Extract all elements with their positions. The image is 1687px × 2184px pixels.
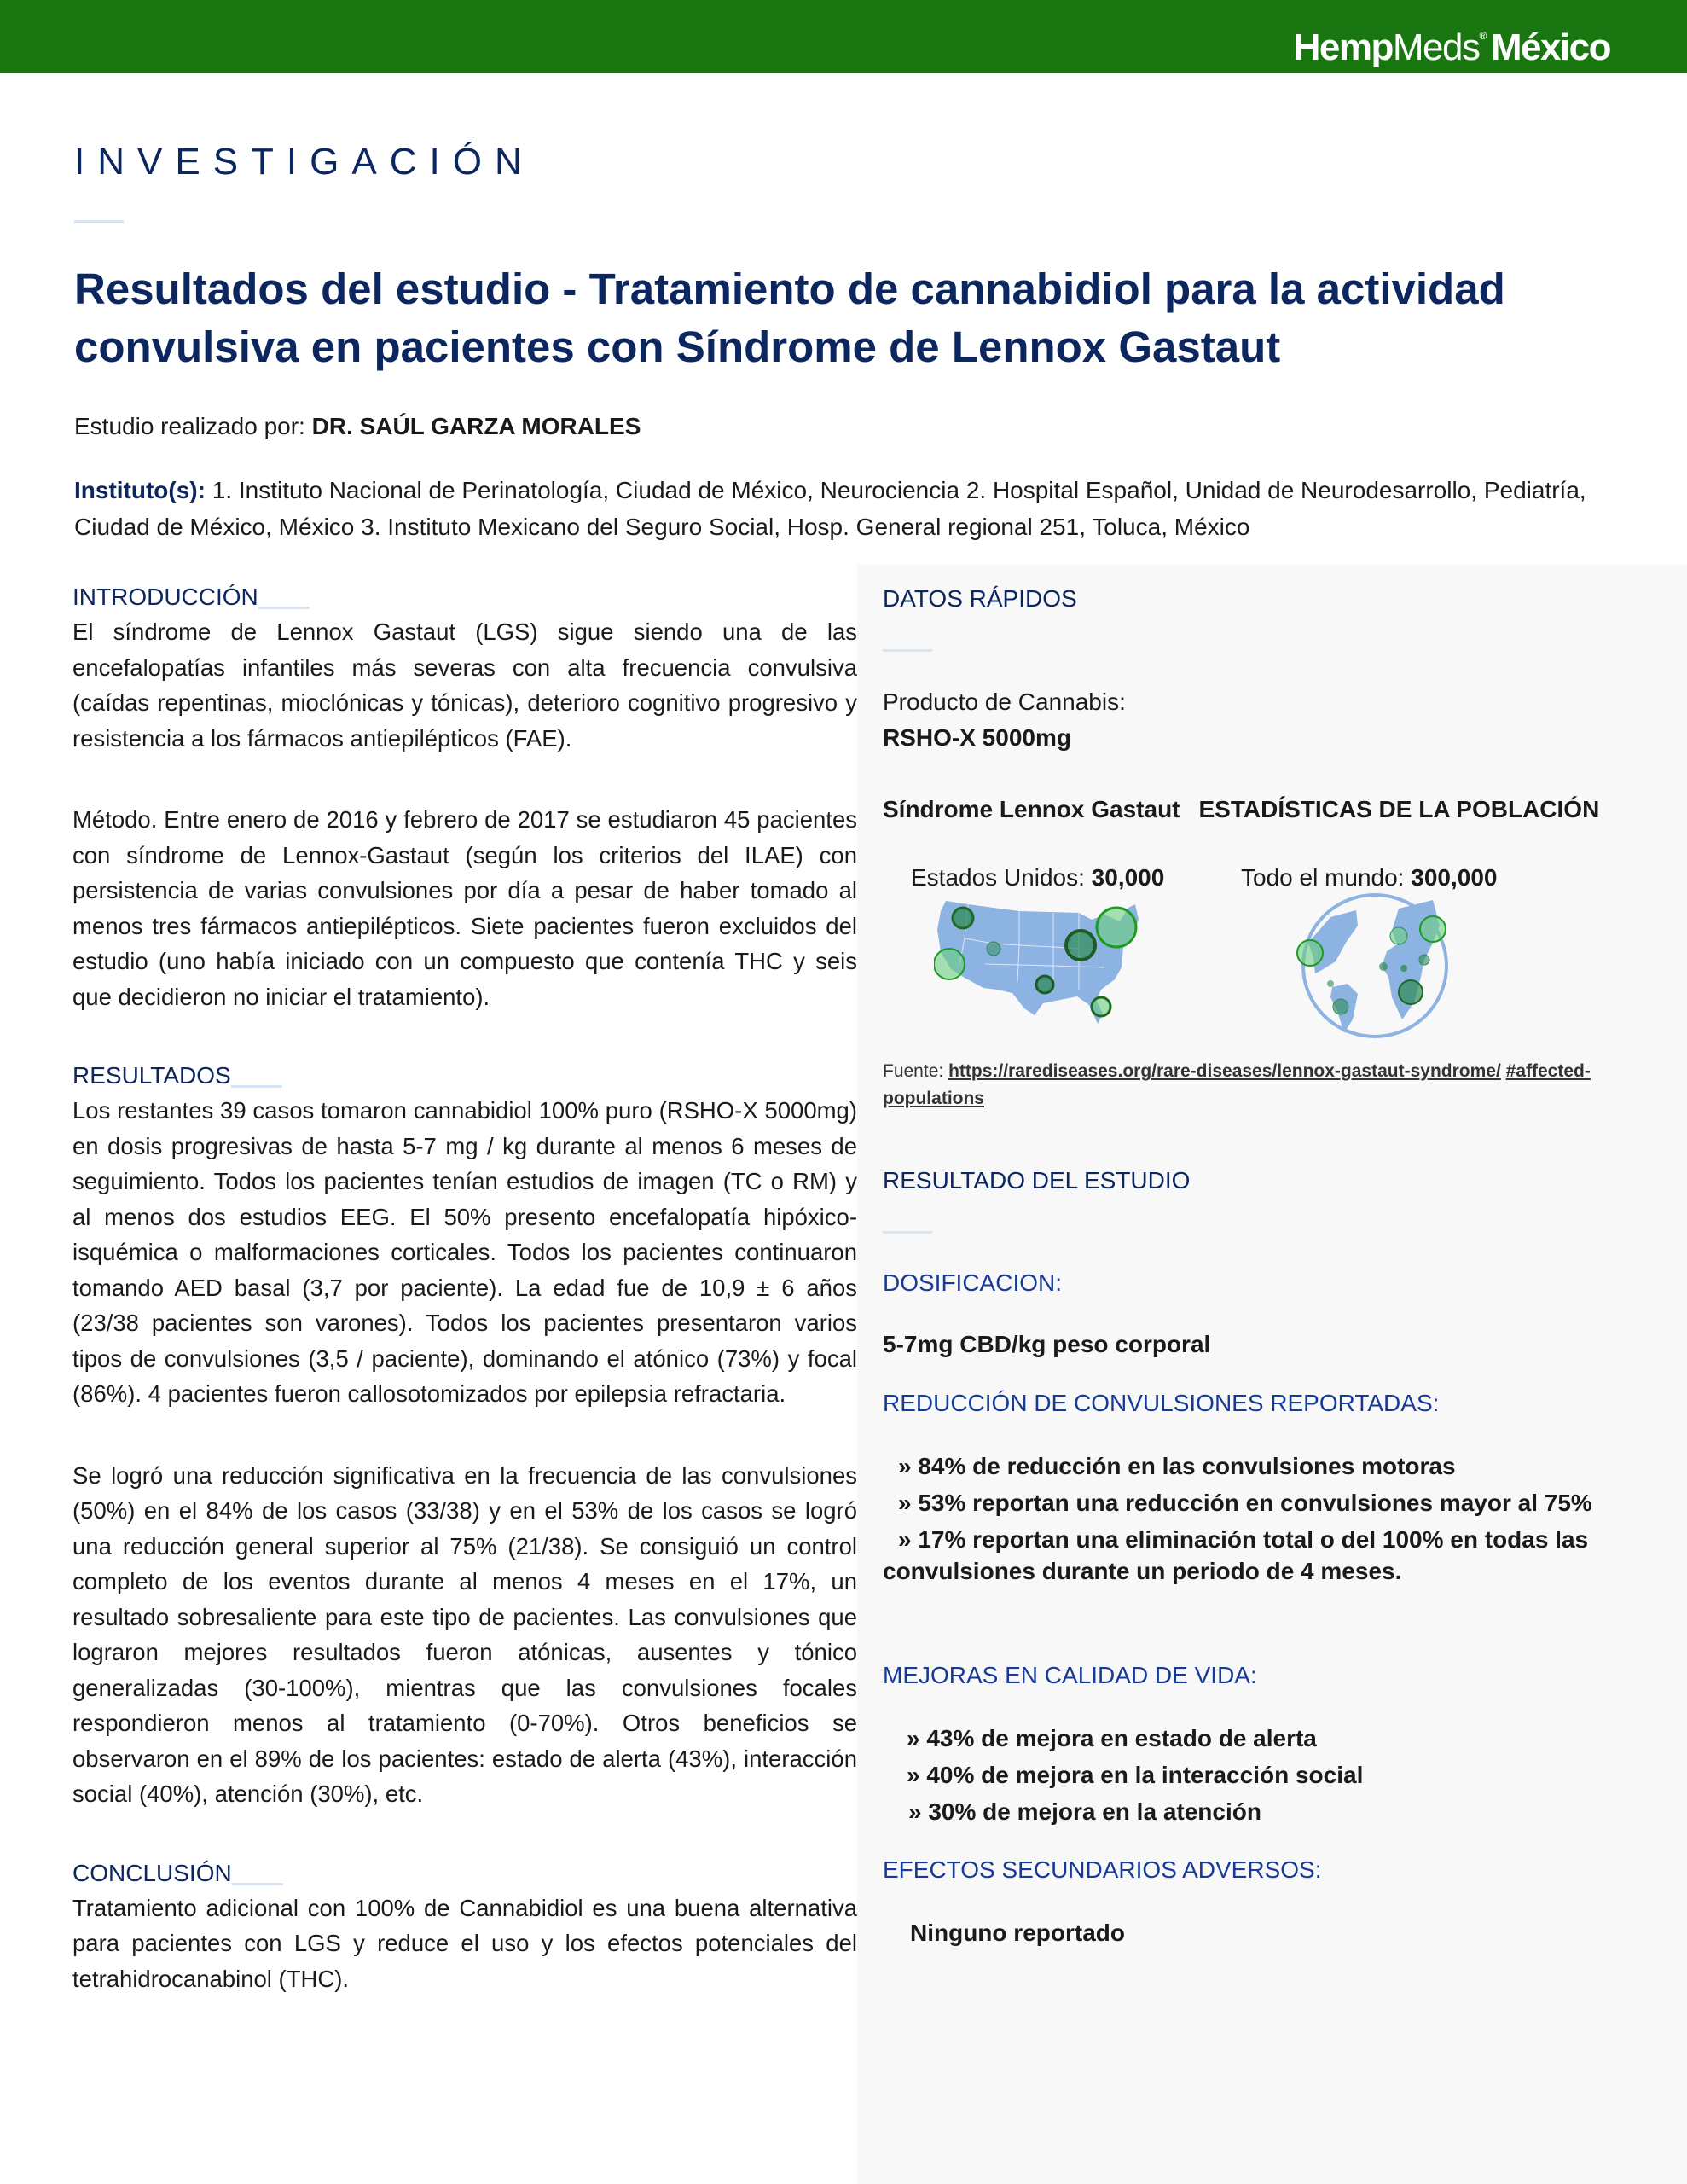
institutes-label: Instituto(s): <box>74 477 206 503</box>
hotspot-midwest <box>1066 931 1095 960</box>
hotspot-northeast <box>1097 908 1136 947</box>
quick-facts-heading <box>883 582 1667 616</box>
brand-logo <box>1294 10 1610 73</box>
institutes-text: 1. Instituto Nacional de Perinatología, Ciudad de México, Neurociencia 2. Hospital Español, Unidad de Neurodesarrollo, Pediatría, Ciudad de México, México 3. Instituto Mexicano del Seguro Social, Hosp. General regional 251, Toluca, México <box>74 477 1586 540</box>
seizure-bullet: » 84% de reducción en las convulsiones motoras <box>898 1453 1456 1479</box>
method-paragraph: Método. Entre enero de 2016 y febrero de 2017 se estudiaron 45 pacientes con síndrome de Lennox-Gastaut (según los criterios del ILAE) con persistencia de varias convulsiones por día a pesar de haber tomado al menos tres fármacos antiepilépticos. Siete pacientes fueron excluidos del estudio (uno había iniciado con un compuesto que contenía THC y seis que decidieron no iniciar el tratamiento). <box>72 806 857 1010</box>
brand-meds: Meds <box>1392 26 1480 68</box>
seizure-reduction-list <box>883 1448 1667 1587</box>
dosage-value <box>883 1327 1667 1362</box>
world-label: Todo el mundo: <box>1241 864 1412 891</box>
product-label: Producto de Cannabis: <box>883 688 1126 715</box>
us-map-icon <box>934 896 1160 1024</box>
adverse-effects-text: Ninguno reportado <box>910 1920 1125 1946</box>
us-population <box>911 860 1164 896</box>
hotspot-caribbean <box>1327 980 1334 987</box>
brand-hemp: Hemp <box>1293 26 1393 68</box>
adverse-effects-heading <box>883 1853 1667 1887</box>
quality-of-life-heading <box>883 1658 1667 1693</box>
seizure-reduction-heading <box>883 1386 1667 1420</box>
seizure-bullet: » 53% reportan una reducción en convulsiones mayor al 75% <box>898 1490 1592 1516</box>
stats-title <box>883 792 1667 828</box>
study-result-title: RESULTADO DEL ESTUDIO <box>883 1167 1191 1194</box>
stats-title-syndrome: Síndrome Lennox Gastaut <box>883 796 1180 822</box>
seizure-bullet: » 17% reportan una eliminación total o del 100% en todas las convulsiones durante un periodo de 4 meses. <box>883 1526 1589 1584</box>
hotspot-south-america <box>1333 999 1348 1014</box>
kicker-divider <box>74 220 124 223</box>
product-block <box>883 684 1667 756</box>
hotspot-russia <box>1420 916 1446 942</box>
registered-mark: ® <box>1479 30 1486 42</box>
brand-mexico: México <box>1490 26 1610 68</box>
byline-label: Estudio realizado por: <box>74 413 312 439</box>
world-globe-icon <box>1296 892 1454 1041</box>
results-heading: RESULTADOS <box>72 1059 231 1093</box>
world-population <box>1241 860 1497 896</box>
source-link-main[interactable]: https://rarediseases.org/rare-diseases/lennox-gastaut-syndrome/ <box>948 1061 1501 1081</box>
us-value: 30,000 <box>1091 864 1165 891</box>
study-result-divider <box>883 1231 932 1234</box>
hotspot-north-america <box>1297 940 1323 966</box>
hotspot-florida <box>1092 997 1110 1016</box>
dosage-text: 5-7mg CBD/kg peso corporal <box>883 1331 1211 1357</box>
source-label: Fuente: <box>883 1061 949 1081</box>
author-name: DR. SAÚL GARZA MORALES <box>311 413 641 439</box>
qol-bullet: » 43% de mejora en estado de alerta <box>907 1725 1317 1751</box>
source-citation <box>883 1058 1667 1112</box>
hotspot-middle-east <box>1419 955 1429 965</box>
source-link-anchor[interactable]: #affected-populations <box>883 1061 1591 1108</box>
hotspot-north-africa <box>1379 962 1388 971</box>
qol-bullet: » 30% de mejora en la atención <box>908 1798 1261 1825</box>
header-bar <box>0 0 1687 73</box>
dosage-heading <box>883 1266 1667 1300</box>
product-value: RSHO-X 5000mg <box>883 724 1071 751</box>
us-label: Estados Unidos: <box>911 864 1092 891</box>
left-column <box>72 580 857 1996</box>
hotspot-europe <box>1390 927 1407 944</box>
conclusion-paragraph: Tratamiento adicional con 100% de Cannabidiol es una buena alternativa para pacientes con LGS y reduce el uso y los efectos potenciales del tetrahidrocanabinol (THC). <box>72 1894 857 1992</box>
intro-paragraph: El síndrome de Lennox Gastaut (LGS) sigue siendo una de las encefalopatías infantiles más severas con alta frecuencia convulsiva (caídas repentinas, mioclónicas y tónicas), deterioro cognitivo progresivo y resistencia a los fármacos antiepilépticos (FAE). <box>72 619 857 752</box>
page-title: Resultados del estudio - Tratamiento de cannabidiol para la actividad convulsiva en pacientes con Síndrome de Lennox Gastaut <box>74 264 1505 371</box>
institutes <box>74 472 1635 545</box>
hotspot-colorado <box>987 942 1000 956</box>
intro-heading: INTRODUCCIÓN <box>72 580 258 614</box>
adverse-effects-title: EFECTOS SECUNDARIOS ADVERSOS: <box>883 1856 1322 1883</box>
quick-facts-title: DATOS RÁPIDOS <box>883 585 1077 612</box>
dosage-title: DOSIFICACION: <box>883 1269 1063 1296</box>
byline <box>74 413 641 440</box>
hotspot-northwest <box>953 908 973 928</box>
study-result-heading <box>883 1164 1667 1198</box>
results-paragraph-2: Se logró una reducción significativa en la frecuencia de las convulsiones (50%) en el 84% de los casos (33/38) y en el 53% de los casos se logró una reducción general superior al 75% (21/38). Se consiguió un control completo de los eventos durante al menos 4 meses en el 17%, un resultado sobresaliente para este tipo de pacientes. Las convulsiones que lograron mejores resultados fueron atónicas, ausentes y tónico generalizadas (30-100%), mientras que las convulsiones focales respondieron menos al tratamiento (0-70%). Otros beneficios se observaron en el 89% de los pacientes: estado de alerta (43%), interacción social (40%), atención (30%), etc. <box>72 1461 857 1807</box>
section-kicker: INVESTIGACIÓN <box>74 141 535 183</box>
quality-of-life-title: MEJORAS EN CALIDAD DE VIDA: <box>883 1662 1257 1688</box>
quick-facts-divider <box>883 649 932 652</box>
qol-bullet: » 40% de mejora en la interacción social <box>907 1762 1364 1788</box>
hotspot-central-africa <box>1400 965 1407 972</box>
seizure-reduction-title: REDUCCIÓN DE CONVULSIONES REPORTADAS: <box>883 1390 1440 1416</box>
quality-of-life-list <box>883 1720 1667 1830</box>
world-value: 300,000 <box>1411 864 1498 891</box>
conclusion-heading: CONCLUSIÓN <box>72 1856 232 1891</box>
hotspot-texas <box>1036 976 1053 993</box>
adverse-effects-value <box>883 1914 1667 1951</box>
results-paragraph-1: Los restantes 39 casos tomaron cannabidiol 100% puro (RSHO-X 5000mg) en dosis progresivas de hasta 5-7 mg / kg durante al menos 6 meses de seguimiento. Todos los pacientes tenían estudios de imagen (TC o RM) y al menos dos estudios EEG. El 50% presento encefalopatía hipóxico-isquémica o malformaciones corticales. Todos los pacientes continuaron tomando AED basal (3,7 por paciente). La edad fue de 10,9 ± 6 años (23/38 pacientes son varones). Todos los pacientes presentaron varios tipos de convulsiones (3,5 / paciente), dominando el atónico (73%) y focal (86%). 4 pacientes fueron callosotomizados por epilepsia refractaria. <box>72 1097 857 1407</box>
hotspot-east-africa <box>1399 980 1423 1004</box>
hotspot-california <box>934 949 965 979</box>
stats-title-population: ESTADÍSTICAS DE LA POBLACIÓN <box>1198 796 1600 822</box>
